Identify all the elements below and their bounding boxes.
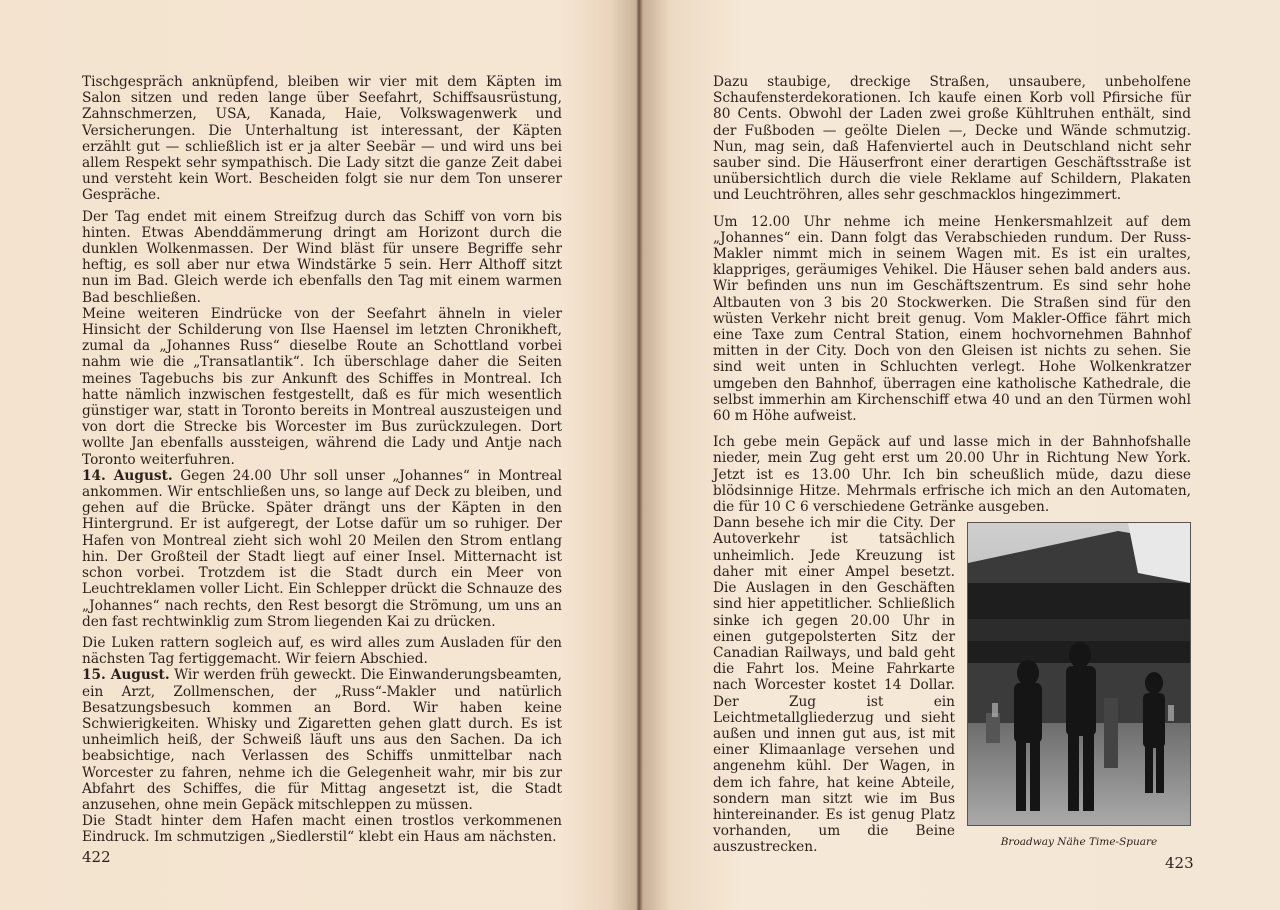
photo-caption: Broadway Nähe Time-Spuare	[1000, 836, 1158, 849]
right-paragraph-4: Dann besehe ich mir die City. Der Autoverkehr ist tatsächlich unheimlich. Jede Kreuzung ist daher mit einer Ampel besetzt. Die Auslagen in den Geschäften sind hier appetitlicher. Schließlich sinke ich gegen 20.00 Uhr in einen gutgepolsterten Sitz der Canadian Railways, und bald geht die Fahrt los. Meine Fahrkarte nach Worcester kostet 14 Dollar. Der Zug ist ein Leichtmetallgliederzug und sieht außen und innen gut aus, ist mit einer Klimaanlage versehen und angenehm kühl. Der Wagen, in dem ich fahre, hat keine Abteile, sondern man sitzt wie im Bus hintereinander. Es ist genug Platz vorhanden, um die Beine auszustrecken.	[713, 515, 955, 856]
right-paragraph-2: Um 12.00 Uhr nehme ich meine Henkersmahlzeit auf dem „Johannes“ ein. Dann folgt das Verabschieden rundum. Der Russ-Makler nimmt mich in seinem Wagen mit. Es ist ein uraltes, klappriges, geräumiges Vehikel. Die Häuser sehen bald anders aus. Wir befinden uns nun im Geschäftszentrum. Es sind sehr hohe Altbauten von 3 bis 20 Stockwerken. Die Straßen sind für den wüsten Verkehr nicht breit genug. Vom Makler-Office fährt mich eine Taxe zum Central Station, einem hochvornehmen Bahnhof mitten in der City. Doch von den Gleisen ist nichts zu sehen. Sie sind weit unten in Schluchten verlegt. Hohe Wolkenkratzer umgeben den Bahnhof, überragen eine katholische Kathedrale, die selbst immerhin am Kirchenschiff etwa 40 und an den Türmen wohl 60 m Höhe aufweist.	[713, 213, 1191, 425]
right-paragraph-1: Dazu staubige, dreckige Straßen, unsaubere, unbeholfene Schaufensterdekorationen. Ich kaufe einen Korb voll Pfirsiche für 80 Cents. Obwohl der Laden zwei große Kühltruhen enthält, sind der Fußboden — geölte Dielen —, Decke und Wände schmutzig. Nun, mag sein, daß Hafenviertel auch in Deutschland nicht sehr sauber sind. Die Häuserfront einer derartigen Geschäftsstraße ist unübersichtlich durch die viele Reklame auf Schildern, Plakaten und Leuchtröhren, alles sehr geschmacklos hingezimmert.	[713, 74, 1191, 204]
broadway-photo	[967, 522, 1191, 826]
left-paragraph-7: Die Stadt hinter dem Hafen macht einen trostlos verkommenen Eindruck. Im schmutzigen „Siedlerstil“ klebt ein Haus am nächsten.	[82, 813, 562, 846]
left-paragraph-1: Tischgespräch anknüpfend, bleiben wir vier mit dem Käpten im Salon sitzen und reden lange über Seefahrt, Schiffsausrüstung, Zahnschmerzen, USA, Kanada, Haie, Volkswagenwerk und Versicherungen. Die Unterhaltung ist interessant, der Käpten erzählt gut — schließlich ist er ja alter Seebär — und wird uns bei allem Respekt sehr sympathisch. Die Lady sitzt die ganze Zeit dabei und versteht kein Wort. Bescheiden folgt sie nur dem Ton unserer Gespräche.	[82, 74, 562, 204]
left-page-text	[82, 74, 562, 846]
left-paragraph-6-body: Wir werden früh geweckt. Die Einwanderungsbeamten, ein Arzt, Zollmenschen, der „Russ“-Makler und natürlich Besatzungsbesuch kommen an Bord. Wir haben keine Schwierigkeiten. Whisky und Zigaretten gehen glatt durch. Es ist unheimlich heiß, der Schweiß läuft uns aus den Sachen. Da ich beabsichtige, nach Verlassen des Schiffs unmittelbar nach Worcester zu fahren, nehme ich die Gelegenheit wahr, mir bis zur Abfahrt des Schiffes, die für Mittag angesetzt ist, die Stadt anzusehen, ohne mein Gepäck mitschleppen zu müssen.	[82, 667, 562, 813]
left-paragraph-4-body: Gegen 24.00 Uhr soll unser „Johannes“ in Montreal ankommen. Wir entschließen uns, so lange auf Deck zu bleiben, und gehen auf die Brücke. Später drängt uns der Käpten in den Hintergrund. Er ist aufgeregt, der Lotse dafür um so ruhiger. Der Hafen von Montreal zieht sich wohl 20 Meilen den Strom entlang hin. Der Großteil der Stadt liegt auf einer Insel. Mitternacht ist schon vorbei. Trotzdem ist die Stadt durch ein Meer von Leuchtreklamen voller Licht. Ein Schlepper drückt die Schnauze des „Johannes“ nach rechts, den Rest besorgt die Strömung, um uns an den fast rechtwinklig zum Strom liegenden Kai zu drücken.	[82, 467, 562, 630]
right-paragraph-3: Ich gebe mein Gepäck auf und lasse mich in der Bahnhofshalle nieder, mein Zug geht erst um 20.00 Uhr in Richtung New York. Jetzt ist es 13.00 Uhr. Ich bin scheußlich müde, dazu diese blödsinnige Hitze. Mehrmals erfrische ich mich an den Automaten, die für 10 C 6 verschiedene Getränke ausgeben.	[713, 434, 1191, 516]
left-paragraph-2: Der Tag endet mit einem Streifzug durch das Schiff von vorn bis hinten. Etwas Abenddämmerung dringt am Horizont durch die dunklen Wolkenmassen. Der Wind bläst für unsere Begriffe sehr heftig, es soll aber nur etwa Windstärke 5 sein. Herr Althoff sitzt nun im Bad. Gleich werde ich ebenfalls den Tag mit einem warmen Bad beschließen.	[82, 208, 562, 306]
page-number-right: 423	[1165, 854, 1194, 872]
left-paragraph-3: Meine weiteren Eindrücke von der Seefahrt ähneln in vieler Hinsicht der Schilderung von Ilse Haensel im letzten Chronikheft, zumal da „Johannes Russ“ dieselbe Route an Schottland vorbei nahm wie die „Transatlantik“. Ich überschlage daher die Seiten meines Tagebuchs bis zur Ankunft des Schiffes in Montreal. Ich hatte nämlich inzwischen festgestellt, daß es für mich wesentlich günstiger war, statt in Toronto bereits in Montreal auszusteigen und von dort die Strecke bis Worcester im Bus zurückzulegen. Dort wollte Jan ebenfalls aussteigen, während die Lady und Antje nach Toronto weiterfuhren.	[82, 305, 562, 468]
right-page-text	[713, 74, 1191, 856]
date-heading-15-august: 15. August.	[82, 667, 170, 684]
left-paragraph-5: Die Luken rattern sogleich auf, es wird alles zum Ausladen für den nächsten Tag fertiggemacht. Wir feiern Abschied.	[82, 634, 562, 668]
page-number-left: 422	[82, 848, 111, 866]
left-paragraph-4	[82, 468, 562, 630]
date-heading-14-august: 14. August.	[82, 467, 173, 484]
photo-figure	[967, 522, 1191, 848]
left-paragraph-6	[82, 667, 562, 813]
